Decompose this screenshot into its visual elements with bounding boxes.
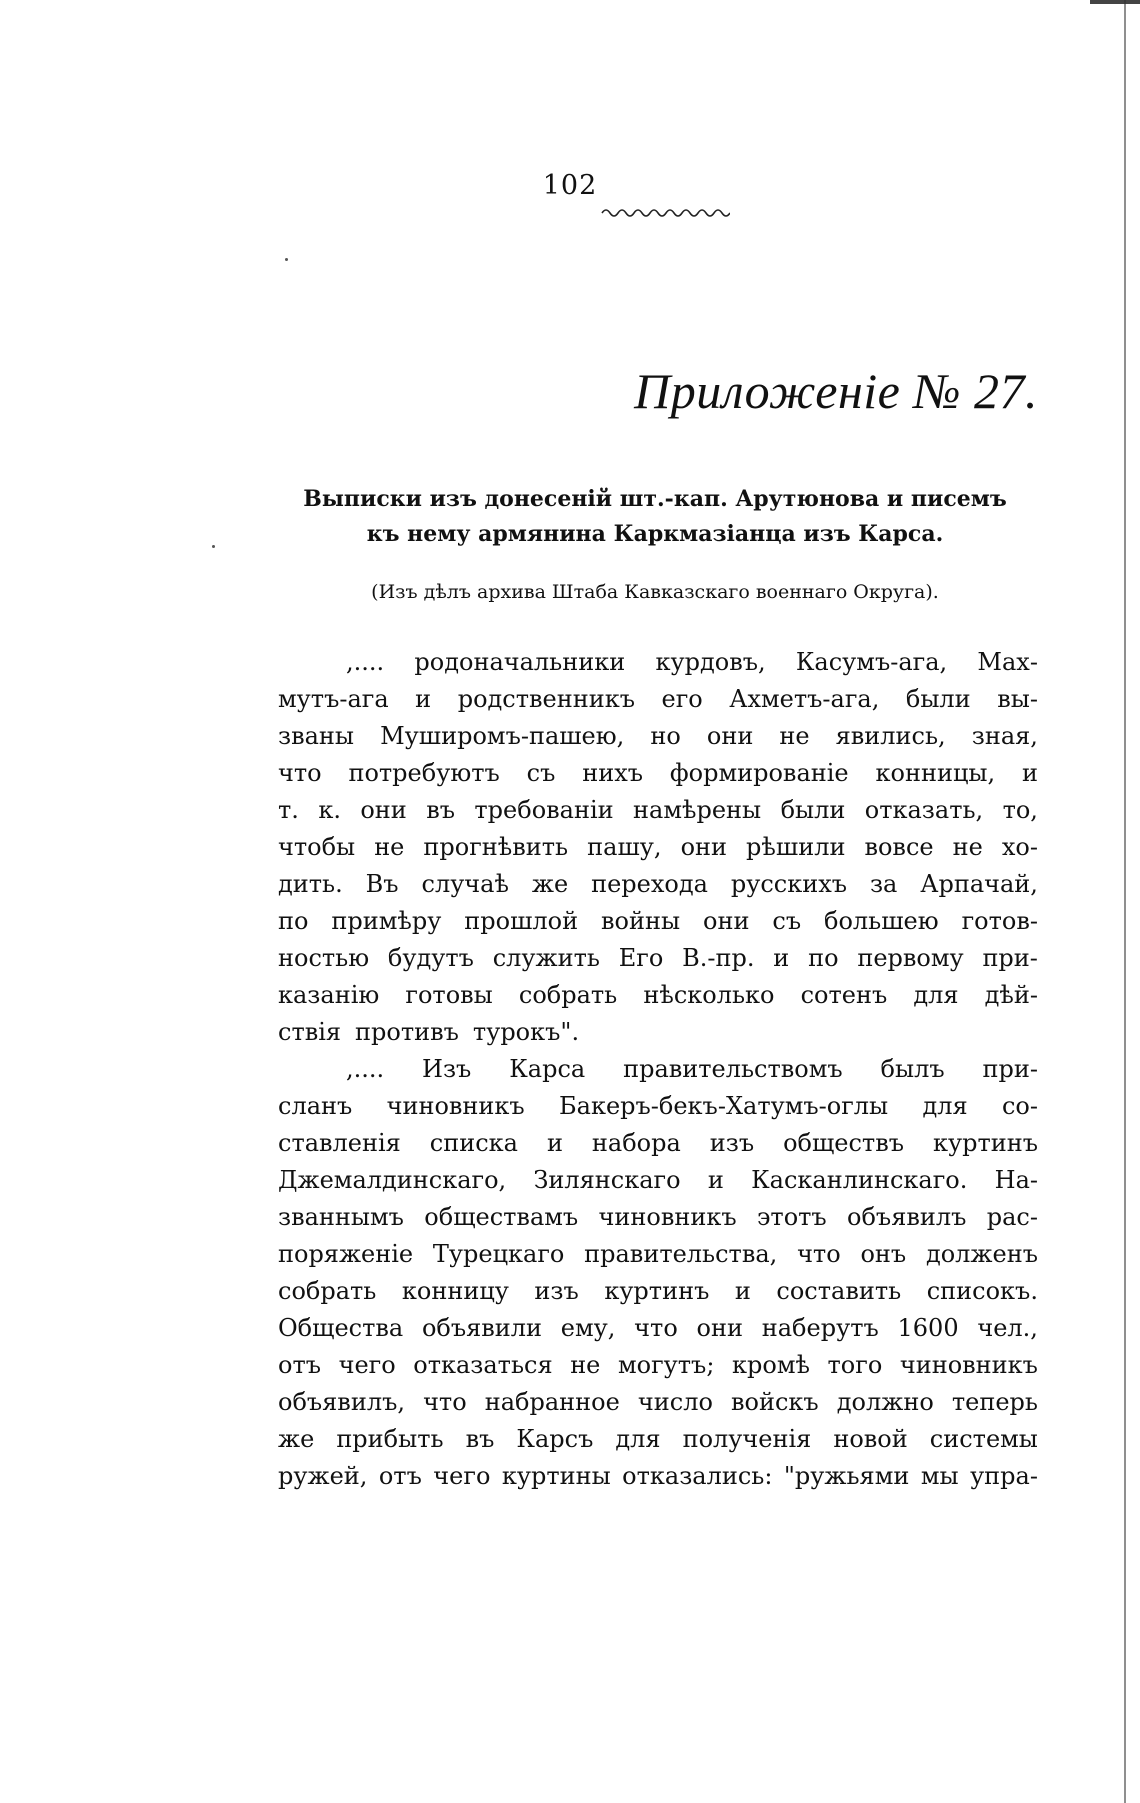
word: вы- xyxy=(997,685,1038,713)
word: формированіе xyxy=(669,759,849,787)
word: т. xyxy=(278,796,299,824)
word: при- xyxy=(982,944,1038,972)
word: ,.... xyxy=(346,1055,385,1083)
word: Турецкаго xyxy=(432,1240,565,1268)
text-line xyxy=(278,644,1038,681)
word: и xyxy=(415,685,432,713)
word: былъ xyxy=(880,1055,945,1083)
word: Изъ xyxy=(422,1055,472,1083)
word: что xyxy=(797,1240,841,1268)
word: хо- xyxy=(1001,833,1038,861)
word: отказать, xyxy=(864,796,984,824)
word: ностью xyxy=(278,944,370,972)
word: чего xyxy=(433,1462,491,1490)
word: готовы xyxy=(405,981,493,1009)
word: куртины xyxy=(501,1462,611,1490)
word: обществъ xyxy=(783,1129,904,1157)
word: и xyxy=(1021,759,1038,787)
text-line xyxy=(278,1310,1038,1347)
word: за xyxy=(869,870,898,898)
word: ствія xyxy=(278,1018,342,1046)
text-line xyxy=(278,1199,1038,1236)
word: будутъ xyxy=(387,944,474,972)
text-line xyxy=(278,829,1038,866)
word: набранное xyxy=(484,1388,620,1416)
word: обществамъ xyxy=(424,1203,579,1231)
text-line xyxy=(278,1458,1038,1495)
word: но xyxy=(650,722,681,750)
text-line xyxy=(278,718,1038,755)
word: прогнѣвить xyxy=(423,833,569,861)
word: собрать xyxy=(518,981,618,1009)
appendix-title: Приложеніе № 27. xyxy=(634,363,1038,419)
word: турокъ". xyxy=(472,1018,580,1046)
word: же xyxy=(278,1425,315,1453)
text-line xyxy=(278,1273,1038,1310)
word: войны xyxy=(601,907,681,935)
word: потребуютъ xyxy=(348,759,500,787)
text-line xyxy=(278,1088,1038,1125)
word: конницы, xyxy=(875,759,996,787)
word: отъ xyxy=(278,1351,321,1379)
word: родственникъ xyxy=(457,685,635,713)
word: его xyxy=(661,685,703,713)
word: того xyxy=(827,1351,883,1379)
word: по xyxy=(808,944,839,972)
scan-speck xyxy=(212,545,215,548)
word: казанію xyxy=(278,981,380,1009)
text-line xyxy=(278,1051,1038,1088)
word: ставленія xyxy=(278,1129,401,1157)
word: прошлой xyxy=(464,907,579,935)
word: к. xyxy=(318,796,341,824)
word: требованіи xyxy=(474,796,614,824)
word: войскъ xyxy=(731,1388,819,1416)
word: прибыть xyxy=(336,1425,444,1453)
source-note: (Изъ дѣлъ архива Штаба Кавказскаго военнаго Округа). xyxy=(371,581,939,603)
word: не xyxy=(570,1351,601,1379)
word: Въ xyxy=(365,870,399,898)
word: конницу xyxy=(401,1277,509,1305)
word: пашу, xyxy=(587,833,662,861)
word: Карса xyxy=(509,1055,586,1083)
text-line xyxy=(278,940,1038,977)
word: сланъ xyxy=(278,1092,353,1120)
word: съ xyxy=(526,759,556,787)
word: Арпачай, xyxy=(920,870,1038,898)
word: отказаться xyxy=(413,1351,553,1379)
text-line xyxy=(278,866,1038,903)
word: и xyxy=(546,1129,563,1157)
word: русскихъ xyxy=(730,870,848,898)
word: списокъ. xyxy=(926,1277,1038,1305)
text-line xyxy=(278,1014,1038,1051)
word: ,.... xyxy=(346,648,385,676)
body-text xyxy=(278,644,1038,1495)
word: системы xyxy=(929,1425,1038,1453)
scan-edge-mark xyxy=(1090,0,1140,4)
word: они xyxy=(696,1314,743,1342)
word: долженъ xyxy=(925,1240,1038,1268)
word: Касумъ-ага, xyxy=(795,648,948,676)
word: были xyxy=(780,796,846,824)
word: родоначальники xyxy=(414,648,626,676)
word: Джемалдинскаго, xyxy=(278,1166,507,1194)
word: сотенъ xyxy=(800,981,888,1009)
word: съ xyxy=(772,907,802,935)
word: мы xyxy=(920,1462,959,1490)
text-line xyxy=(278,1236,1038,1273)
text-line xyxy=(278,1347,1038,1384)
word: изъ xyxy=(709,1129,755,1157)
word: Бакеръ-бекъ-Хатумъ-оглы xyxy=(559,1092,889,1120)
word: "ружьями xyxy=(783,1462,910,1490)
word: большею xyxy=(824,907,939,935)
word: рас- xyxy=(986,1203,1038,1231)
word: дѣй- xyxy=(984,981,1038,1009)
word: объявилъ, xyxy=(278,1388,405,1416)
word: Общества xyxy=(278,1314,404,1342)
word: они xyxy=(703,907,750,935)
word: куртинъ xyxy=(604,1277,710,1305)
word: они xyxy=(706,722,754,750)
scan-edge-line xyxy=(1124,0,1126,1803)
word: нѣсколько xyxy=(643,981,775,1009)
word: для xyxy=(913,981,959,1009)
word: курдовъ, xyxy=(655,648,766,676)
word: упра- xyxy=(970,1462,1038,1490)
word: и xyxy=(773,944,790,972)
word: этотъ xyxy=(756,1203,827,1231)
word: званы xyxy=(278,722,355,750)
word: должно xyxy=(836,1388,934,1416)
text-line xyxy=(278,1384,1038,1421)
word: полученія xyxy=(682,1425,812,1453)
text-line xyxy=(278,792,1038,829)
word: рѣшили xyxy=(746,833,846,861)
word: не xyxy=(374,833,405,861)
word: были xyxy=(905,685,971,713)
scan-speck xyxy=(285,258,288,261)
word: набора xyxy=(591,1129,681,1157)
word: первому xyxy=(857,944,964,972)
text-line xyxy=(278,1125,1038,1162)
word: собрать xyxy=(278,1277,377,1305)
word: отказались: xyxy=(622,1462,773,1490)
word: могутъ; xyxy=(617,1351,715,1379)
word: въ xyxy=(426,796,455,824)
word: они xyxy=(680,833,728,861)
word: чел., xyxy=(977,1314,1038,1342)
word: что xyxy=(423,1388,467,1416)
document-heading xyxy=(270,482,1040,552)
text-line xyxy=(278,755,1038,792)
word: правительствомъ xyxy=(623,1055,843,1083)
word: по xyxy=(278,907,309,935)
word: объявили xyxy=(421,1314,543,1342)
word: чтобы xyxy=(278,833,356,861)
word: перехода xyxy=(591,870,708,898)
word: не xyxy=(952,833,983,861)
word: званнымъ xyxy=(278,1203,404,1231)
text-line xyxy=(278,1421,1038,1458)
word: готов- xyxy=(961,907,1038,935)
word: со- xyxy=(1001,1092,1038,1120)
word: не xyxy=(779,722,810,750)
word: при- xyxy=(982,1055,1038,1083)
word: Карсъ xyxy=(516,1425,594,1453)
word: поряженіе xyxy=(278,1240,414,1268)
word: 1600 xyxy=(897,1314,959,1342)
word: дить. xyxy=(278,870,343,898)
word: В.-пр. xyxy=(682,944,755,972)
word: чиновникъ xyxy=(598,1203,737,1231)
text-line xyxy=(278,681,1038,718)
word: чиновникъ xyxy=(386,1092,525,1120)
word: мутъ-ага xyxy=(278,685,389,713)
ornament-divider xyxy=(600,204,730,220)
word: Муширомъ-пашею, xyxy=(380,722,625,750)
word: намѣрены xyxy=(633,796,762,824)
word: въ xyxy=(465,1425,495,1453)
word: вовсе xyxy=(864,833,934,861)
word: явились, xyxy=(835,722,946,750)
word: онъ xyxy=(860,1240,907,1268)
heading-line: Выписки изъ донесеній шт.-кап. Арутюнова и писемъ xyxy=(303,486,1007,512)
word: ему, xyxy=(560,1314,616,1342)
word: кромѣ xyxy=(732,1351,810,1379)
word: Касканлинскаго. xyxy=(751,1166,968,1194)
text-line xyxy=(278,1162,1038,1199)
word: списка xyxy=(429,1129,518,1157)
word: Мах- xyxy=(977,648,1038,676)
text-line xyxy=(278,977,1038,1014)
word: теперь xyxy=(951,1388,1038,1416)
word: чиновникъ xyxy=(899,1351,1038,1379)
word: куртинъ xyxy=(932,1129,1038,1157)
word: На- xyxy=(994,1166,1038,1194)
word: отъ xyxy=(378,1462,422,1490)
word: правительства, xyxy=(584,1240,778,1268)
word: для xyxy=(615,1425,661,1453)
word: составить xyxy=(776,1277,902,1305)
word: Его xyxy=(618,944,664,972)
word: зная, xyxy=(971,722,1038,750)
word: они xyxy=(360,796,407,824)
word: число xyxy=(637,1388,713,1416)
word: нихъ xyxy=(582,759,643,787)
text-line xyxy=(278,903,1038,940)
heading-line: къ нему армянина Каркмазіанца изъ Карса. xyxy=(366,521,944,547)
word: то, xyxy=(1002,796,1038,824)
word: же xyxy=(531,870,569,898)
word: Ахметъ-ага, xyxy=(729,685,880,713)
page-number: 102 xyxy=(542,170,598,201)
word: объявилъ xyxy=(847,1203,967,1231)
word: для xyxy=(922,1092,968,1120)
word: служить xyxy=(492,944,600,972)
word: изъ xyxy=(534,1277,579,1305)
word: Зилянскаго xyxy=(533,1166,681,1194)
word: случаѣ xyxy=(421,870,509,898)
word: что xyxy=(634,1314,678,1342)
word: противъ xyxy=(355,1018,459,1046)
word: что xyxy=(278,759,322,787)
word: новой xyxy=(833,1425,908,1453)
word: чего xyxy=(338,1351,396,1379)
word: наберутъ xyxy=(761,1314,879,1342)
word: ружей, xyxy=(278,1462,368,1490)
word: и xyxy=(734,1277,751,1305)
word: примѣру xyxy=(331,907,442,935)
word: и xyxy=(707,1166,724,1194)
